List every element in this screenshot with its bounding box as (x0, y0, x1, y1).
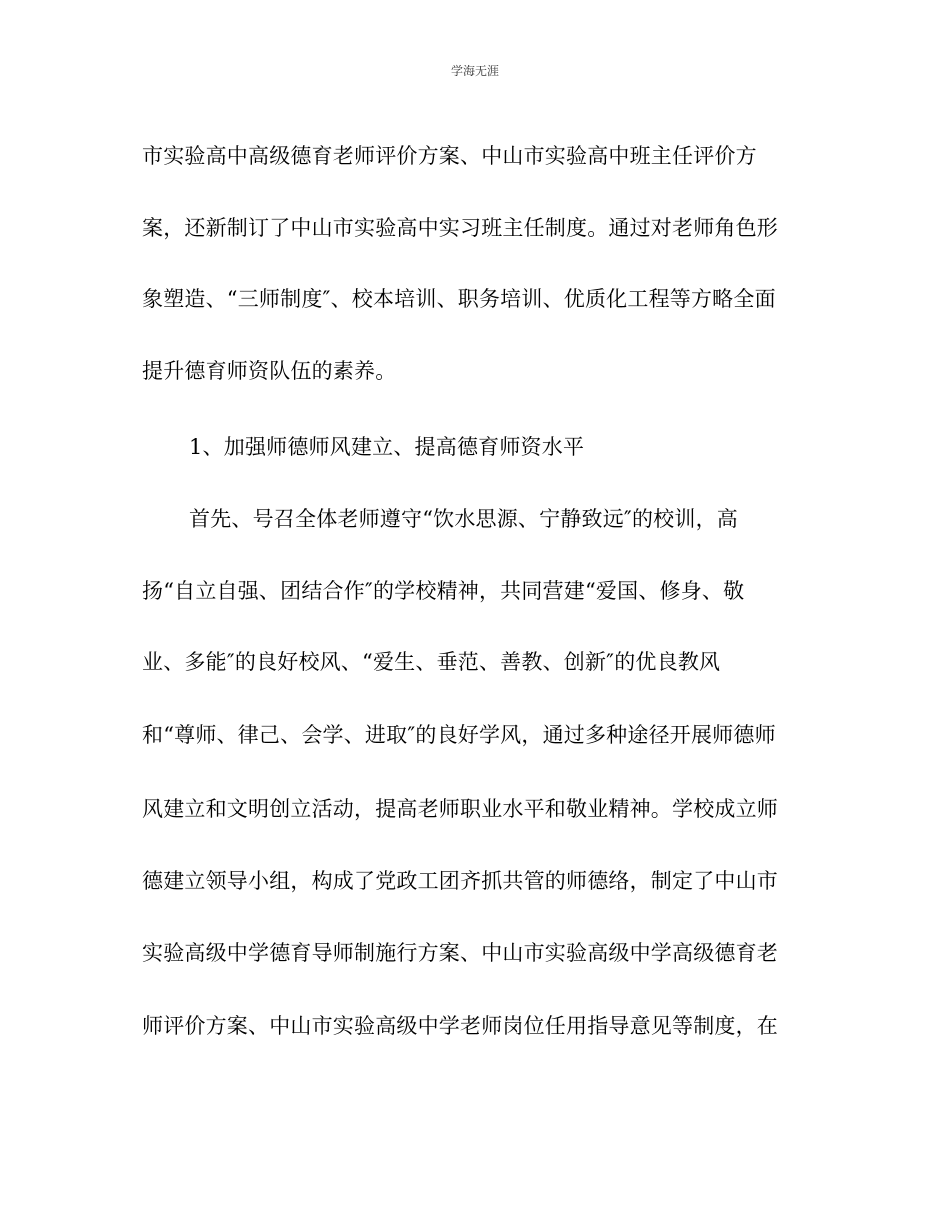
paragraph-line-5: 首先、号召全体老师遵守“饮水思源、宁静致远″的校训，高 (189, 507, 738, 531)
paragraph-line-12: 师评价方案、中山市实验高级中学老师岗位任用指导意见等制度，在 (142, 1014, 778, 1038)
paragraph-line-8: 和“尊师、律己、会学、进取″的良好学风，通过多种途径开展师德师 (142, 723, 776, 747)
paragraph-line-1: 市实验高中高级德育老师评价方案、中山市实验高中班主任评价方 (142, 144, 757, 168)
paragraph-line-3: 象塑造、“三师制度″、校本培训、职务培训、优质化工程等方略全面 (142, 287, 776, 311)
paragraph-line-4: 提升德育师资队伍的素养。 (142, 359, 397, 383)
paragraph-line-9: 风建立和文明创立活动，提高老师职业水平和敬业精神。学校成立师 (142, 797, 778, 821)
paragraph-line-2: 案，还新制订了中山市实验高中实习班主任制度。通过对老师角色形 (142, 216, 778, 240)
page-header: 学海无涯 (450, 64, 499, 78)
section-heading: 1、加强师德师风建立、提高德育师资水平 (189, 435, 585, 459)
paragraph-line-11: 实验高级中学德育导师制施行方案、中山市实验高级中学高级德育老 (142, 941, 778, 965)
paragraph-line-10: 德建立领导小组，构成了党政工团齐抓共管的师德络，制定了中山市 (142, 869, 778, 893)
paragraph-line-6: 扬“自立自强、团结合作″的学校精神，共同营建“爱国、修身、敬 (142, 579, 745, 603)
paragraph-line-7: 业、多能″的良好校风、“爱生、垂范、善教、创新″的优良教风 (142, 650, 721, 674)
